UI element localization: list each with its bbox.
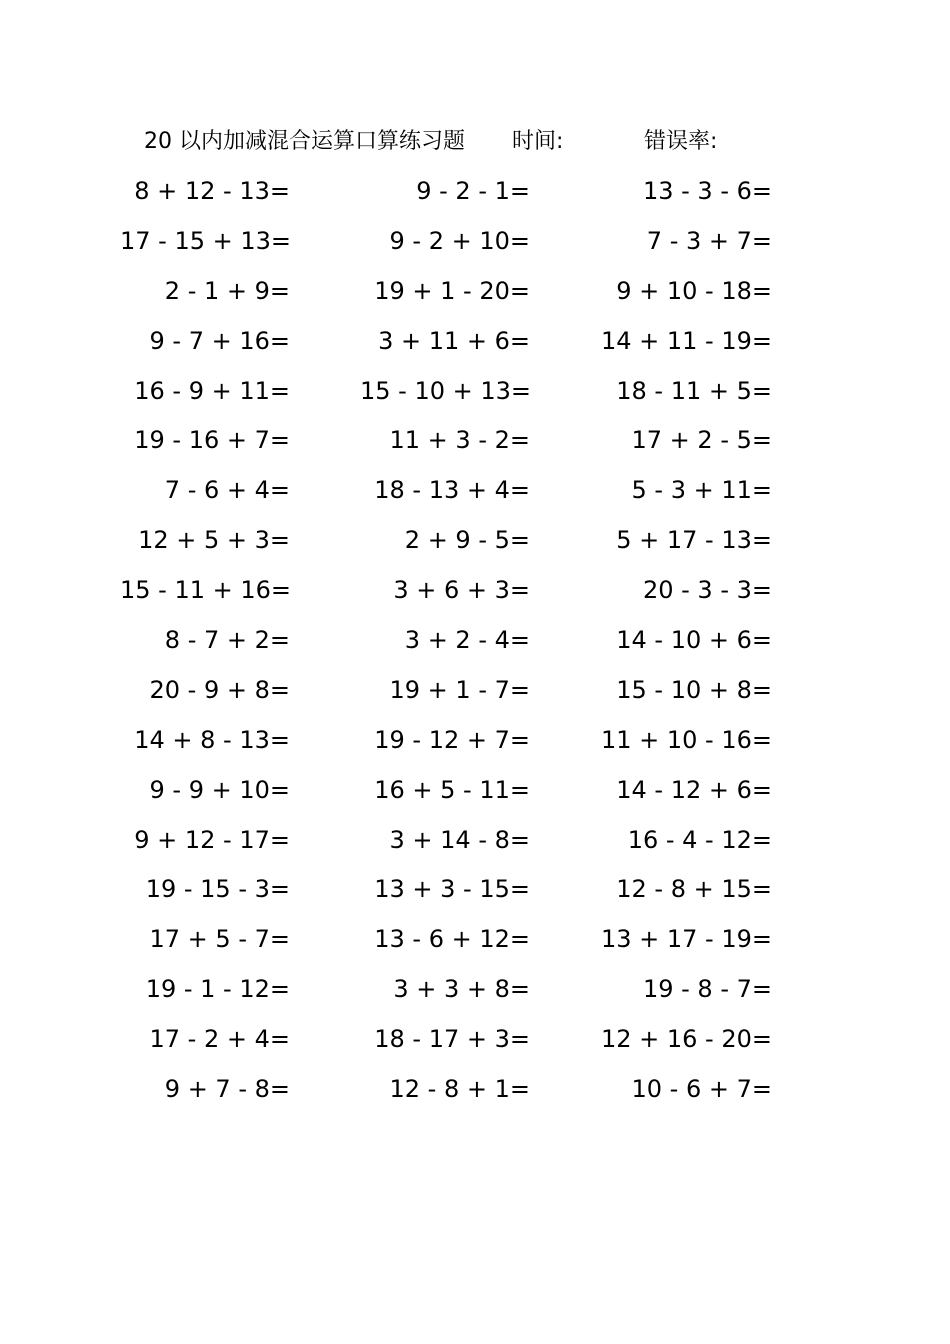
problem-row — [0, 915, 950, 965]
problem-row — [0, 965, 950, 1015]
arithmetic-problem: 18 - 13 + 4= — [374, 476, 530, 505]
arithmetic-problem: 16 - 4 - 12= — [627, 825, 772, 854]
arithmetic-problem: 14 - 10 + 6= — [616, 626, 772, 655]
arithmetic-problem: 19 - 16 + 7= — [134, 426, 290, 455]
arithmetic-problem: 11 + 3 - 2= — [389, 426, 530, 455]
arithmetic-problem: 7 - 3 + 7= — [646, 226, 772, 255]
arithmetic-problem: 9 + 12 - 17= — [134, 825, 290, 854]
arithmetic-problem: 7 - 6 + 4= — [164, 476, 290, 505]
arithmetic-problem: 3 + 14 - 8= — [389, 825, 530, 854]
arithmetic-problem: 19 + 1 - 20= — [374, 276, 530, 305]
error-rate-label: 错误率: — [644, 129, 718, 154]
arithmetic-problem: 12 - 8 + 15= — [616, 875, 772, 904]
arithmetic-problem: 13 + 17 - 19= — [600, 925, 772, 954]
arithmetic-problem: 15 - 11 + 16= — [120, 576, 292, 605]
arithmetic-problem: 2 + 9 - 5= — [404, 526, 530, 555]
worksheet-title: 20 以内加减混合运算口算练习题 — [144, 129, 465, 154]
problem-row — [0, 466, 950, 516]
arithmetic-problem: 19 - 8 - 7= — [642, 975, 772, 1004]
problem-row — [0, 865, 950, 915]
arithmetic-problem: 17 + 2 - 5= — [631, 426, 772, 455]
arithmetic-problem: 12 + 16 - 20= — [600, 1025, 772, 1054]
arithmetic-problem: 17 - 2 + 4= — [149, 1025, 290, 1054]
time-label: 时间: — [512, 129, 564, 154]
arithmetic-problem: 14 + 8 - 13= — [134, 725, 290, 754]
arithmetic-problem: 5 + 17 - 13= — [616, 526, 772, 555]
arithmetic-problem: 12 + 5 + 3= — [138, 526, 290, 555]
arithmetic-problem: 5 - 3 + 11= — [631, 476, 772, 505]
arithmetic-problem: 19 - 12 + 7= — [374, 725, 530, 754]
arithmetic-problem: 8 + 12 - 13= — [134, 177, 290, 205]
arithmetic-problem: 15 - 10 + 8= — [616, 675, 772, 704]
problem-row — [0, 716, 950, 766]
arithmetic-problem: 18 - 11 + 5= — [616, 376, 772, 405]
arithmetic-problem: 17 + 5 - 7= — [149, 925, 290, 954]
arithmetic-problem: 3 + 6 + 3= — [393, 576, 530, 605]
arithmetic-problem: 9 + 7 - 8= — [164, 1075, 290, 1104]
arithmetic-problem: 2 - 1 + 9= — [164, 276, 290, 305]
arithmetic-problem: 13 - 3 - 6= — [642, 177, 772, 205]
arithmetic-problem: 13 + 3 - 15= — [374, 875, 530, 904]
arithmetic-problem: 14 + 11 - 19= — [600, 326, 772, 355]
arithmetic-problem: 12 - 8 + 1= — [389, 1075, 530, 1104]
arithmetic-problem: 19 - 15 - 3= — [145, 875, 290, 904]
arithmetic-problem: 17 - 15 + 13= — [120, 226, 292, 255]
problem-row — [0, 616, 950, 666]
arithmetic-problem: 3 + 2 - 4= — [404, 626, 530, 655]
arithmetic-problem: 16 + 5 - 11= — [374, 775, 530, 804]
arithmetic-problem: 9 - 9 + 10= — [149, 775, 290, 804]
arithmetic-problem: 9 - 7 + 16= — [149, 326, 290, 355]
arithmetic-problem: 19 + 1 - 7= — [389, 675, 530, 704]
problem-row — [0, 1065, 950, 1115]
problem-row — [0, 766, 950, 816]
problem-row — [0, 816, 950, 866]
arithmetic-problem: 3 + 3 + 8= — [393, 975, 530, 1004]
problem-row — [0, 317, 950, 367]
arithmetic-problem: 13 - 6 + 12= — [374, 925, 530, 954]
arithmetic-problem: 14 - 12 + 6= — [616, 775, 772, 804]
problem-row — [0, 367, 950, 417]
arithmetic-problem: 9 - 2 + 10= — [389, 226, 530, 255]
problem-row — [0, 416, 950, 466]
arithmetic-problem: 9 - 2 - 1= — [416, 177, 530, 205]
problem-row — [0, 167, 950, 217]
problem-grid — [0, 167, 950, 1115]
arithmetic-problem: 15 - 10 + 13= — [360, 376, 532, 405]
arithmetic-problem: 8 - 7 + 2= — [164, 626, 290, 655]
arithmetic-problem: 18 - 17 + 3= — [374, 1025, 530, 1054]
arithmetic-problem: 11 + 10 - 16= — [600, 725, 772, 754]
arithmetic-problem: 19 - 1 - 12= — [145, 975, 290, 1004]
arithmetic-problem: 16 - 9 + 11= — [134, 376, 290, 405]
worksheet-header — [0, 124, 950, 160]
problem-row — [0, 267, 950, 317]
problem-row — [0, 666, 950, 716]
arithmetic-problem: 3 + 11 + 6= — [378, 326, 530, 355]
arithmetic-problem: 10 - 6 + 7= — [631, 1075, 772, 1104]
arithmetic-problem: 20 - 3 - 3= — [642, 576, 772, 605]
problem-row — [0, 566, 950, 616]
problem-row — [0, 1015, 950, 1065]
problem-row — [0, 217, 950, 267]
arithmetic-problem: 20 - 9 + 8= — [149, 675, 290, 704]
arithmetic-problem: 9 + 10 - 18= — [616, 276, 772, 305]
problem-row — [0, 516, 950, 566]
